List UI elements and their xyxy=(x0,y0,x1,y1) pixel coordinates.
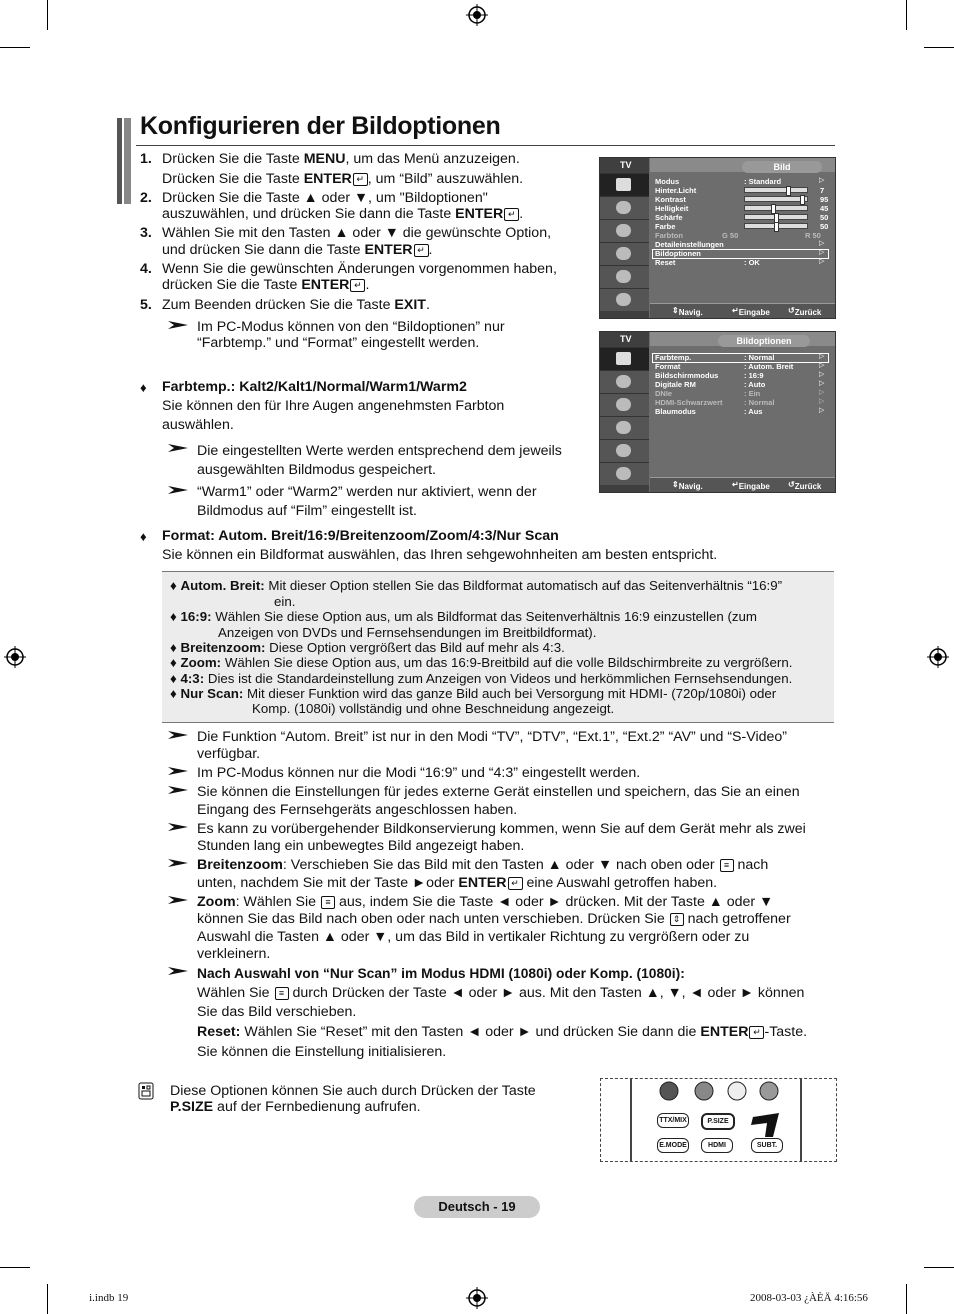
back-hint: ↺ Zurück xyxy=(788,480,822,491)
arrow-right-icon: ▷ xyxy=(819,380,825,387)
tv-menu-title: Bildoptionen xyxy=(718,335,810,347)
tv-menu-footer xyxy=(650,477,835,492)
tv-menu-row[interactable]: Bildschirmmodus xyxy=(655,371,719,380)
note-arrow-icon xyxy=(168,822,190,832)
tv-menu-number: 95 xyxy=(820,195,829,204)
enter-icon: ↵ xyxy=(504,208,519,221)
note-text: ausgewählten Bildmodus gespeichert. xyxy=(197,462,436,478)
registration-mark-icon xyxy=(466,4,488,26)
note-text: Reset: Wählen Sie “Reset” mit den Tasten ◄ oder ► und drücken Sie dann die ENTER ↵ -Taste. xyxy=(197,1024,808,1040)
tv-menu-row[interactable]: Kontrast xyxy=(655,195,686,204)
format-option: ♦ Zoom: Wählen Sie diese Option aus, um das 16:9-Breitbild auf die volle Bildschirmbreite zu vergrößern. xyxy=(170,655,793,670)
tv-menu-row-selected[interactable]: Bildoptionen xyxy=(655,249,701,258)
arrow-right-icon: ▷ xyxy=(819,249,825,256)
note-text: Es kann zu vorübergehender Bildkonservierung kommen, wenn Sie auf dem Gerät mehr als zwei xyxy=(197,821,806,837)
note-arrow-icon xyxy=(168,766,190,776)
setup-menu-icon[interactable] xyxy=(600,416,649,439)
note-text: Bildmodus auf “Film” eingestellt ist. xyxy=(197,503,417,519)
position-icon: ≡ xyxy=(275,987,289,1000)
note-text: Die Funktion “Autom. Breit” ist nur in den Modi “TV”, “DTV”, “Ext.1”, “Ext.2” “AV” und “S-Video” xyxy=(197,729,787,745)
crop-mark xyxy=(906,1284,907,1314)
picture-menu-icon[interactable] xyxy=(600,173,649,196)
input-menu-icon[interactable] xyxy=(600,439,649,462)
enter-icon: ↵ xyxy=(508,877,523,890)
step-number: 1. xyxy=(140,151,152,167)
page-number-badge: Deutsch - 19 xyxy=(414,1196,540,1218)
note-text: Wählen Sie ≡ durch Drücken der Taste ◄ oder ► aus. Mit den Tasten ▲, ▼, ◄ oder ► können xyxy=(197,985,805,1001)
format-option-cont: Komp. (1080i) vollständig und ohne Beschneidung angezeigt. xyxy=(252,701,615,716)
tv-menu-value: : Ein xyxy=(744,389,761,398)
tv-menu-row[interactable]: Digitale RM xyxy=(655,380,696,389)
note-text: Im PC-Modus können nur die Modi “16:9” und “4:3” eingestellt werden. xyxy=(197,765,641,781)
enter-icon: ↵ xyxy=(749,1026,764,1039)
note-text: Stunden lang ein unbewegtes Bild angezeigt haben. xyxy=(197,838,525,854)
tv-menu-value: : Normal xyxy=(744,398,775,407)
note-text: verfügbar. xyxy=(197,746,261,762)
step-number: 5. xyxy=(140,297,152,313)
tv-menu-row[interactable]: Schärfe xyxy=(655,213,683,222)
crop-mark xyxy=(906,0,907,30)
section-desc: Sie können den für Ihre Augen angenehmsten Farbton xyxy=(162,398,505,414)
picture-menu-icon[interactable] xyxy=(600,347,649,370)
tv-label: TV xyxy=(620,334,632,344)
tv-menu-number: 7 xyxy=(820,186,825,195)
tv-menu-row[interactable]: Detaileinstellungen xyxy=(655,240,724,249)
tv-menu-value: : OK xyxy=(744,258,760,267)
subt-button[interactable]: SUBT. xyxy=(751,1138,783,1153)
title-accent-bar xyxy=(124,118,131,204)
note-text: verkleinern. xyxy=(197,946,271,962)
note-arrow-icon xyxy=(168,785,190,795)
note-arrow-icon xyxy=(168,485,190,495)
step-number: 3. xyxy=(140,225,152,241)
remote-illustration xyxy=(600,1078,837,1162)
note-arrow-icon xyxy=(168,895,190,905)
section-heading: Farbtemp.: Kalt2/Kalt1/Normal/Warm1/Warm2 xyxy=(162,379,467,395)
tv-menu-value: : Standard xyxy=(744,177,782,186)
print-slug-right: 2008-03-03 ¿ÀÈÄ 4:16:56 xyxy=(750,1292,868,1304)
channel-menu-icon[interactable] xyxy=(600,219,649,242)
note-text: unten, nachdem Sie mit der Taste ►oder ENTER ↵ eine Auswahl getroffen haben. xyxy=(197,875,718,891)
arrow-right-icon: ▷ xyxy=(819,353,825,360)
tv-menu-row[interactable]: Farbe xyxy=(655,222,676,231)
note-text: Sie können die Einstellung initialisieren. xyxy=(197,1044,447,1060)
enter-icon: ↵ xyxy=(350,279,365,292)
arrow-right-icon: ▷ xyxy=(819,362,825,369)
crop-mark xyxy=(924,47,954,48)
step-text: auszuwählen, und drücken Sie dann die Taste ENTER ↵ . xyxy=(162,206,524,222)
tv-menu-title: Bild xyxy=(742,161,822,173)
tv-menu-bildoptionen xyxy=(599,331,836,493)
tv-menu-row[interactable]: Farbton xyxy=(655,231,683,240)
section-desc: auswählen. xyxy=(162,417,234,433)
note-arrow-icon xyxy=(168,858,190,868)
sound-menu-icon[interactable] xyxy=(600,370,649,393)
title-accent-bar xyxy=(117,118,122,204)
back-hint: ↺ Zurück xyxy=(788,306,822,317)
enter-hint: ↵ Eingabe xyxy=(732,480,770,491)
arrow-right-icon: ▷ xyxy=(819,371,825,378)
tv-menu-number: 45 xyxy=(820,204,829,213)
tv-menu-row[interactable]: Hinter.Licht xyxy=(655,186,697,195)
ttx-mix-button[interactable]: TTX/MIX xyxy=(657,1113,689,1128)
note-text: Breitenzoom: Verschieben Sie das Bild mit den Tasten ▲ oder ▼ nach oben oder ≡ nach xyxy=(197,857,769,873)
note-text: Im PC-Modus können von den “Bildoptionen” nur xyxy=(197,319,505,335)
step-text: drücken Sie die Taste ENTER ↵ . xyxy=(162,277,370,293)
step-number: 4. xyxy=(140,261,152,277)
arrow-right-icon: ▷ xyxy=(819,389,825,396)
nav-hint: ⇕ Navig. xyxy=(672,480,703,491)
format-option-cont: Anzeigen von DVDs und Fernsehsendungen im Breitbildformat). xyxy=(218,625,597,640)
arrow-right-icon: ▷ xyxy=(819,240,825,247)
input-menu-icon[interactable] xyxy=(600,265,649,288)
bullet-icon: ♦ xyxy=(140,529,147,544)
page-title: Konfigurieren der Bildoptionen xyxy=(140,112,501,140)
slider-bar[interactable] xyxy=(744,214,808,220)
title-rule xyxy=(136,145,835,146)
psize-note-text: P.SIZE auf der Fernbedienung aufrufen. xyxy=(170,1099,421,1115)
slider-bar[interactable] xyxy=(744,196,808,202)
registration-mark-icon xyxy=(466,1287,488,1309)
arrow-right-icon: ▷ xyxy=(819,177,825,184)
step-text: Drücken Sie die Taste ENTER ↵ , um “Bild” auszuwählen. xyxy=(162,171,524,187)
registration-mark-icon xyxy=(927,646,949,668)
tv-menu-number: 50 xyxy=(820,222,829,231)
slider-bar[interactable] xyxy=(744,205,808,211)
tv-menu-bild xyxy=(599,157,836,319)
hdmi-button[interactable]: HDMI xyxy=(701,1138,733,1153)
tv-menu-row[interactable]: Format xyxy=(655,362,681,371)
tv-menu-row-selected[interactable]: Farbtemp. xyxy=(655,353,692,362)
position-icon: ≡ xyxy=(720,859,734,872)
enter-icon: ↵ xyxy=(353,173,368,186)
tv-menu-row[interactable]: Helligkeit xyxy=(655,204,689,213)
note-text: Sie können die Einstellungen für jedes externe Gerät einstellen und speichern, das Sie an einen xyxy=(197,784,800,800)
format-option: ♦ 16:9: Wählen Sie diese Option aus, um als Bildformat das Seitenverhältnis 16:9 einzustellen (zum xyxy=(170,609,757,624)
tv-menu-row[interactable]: Modus xyxy=(655,177,680,186)
slider-thumb[interactable] xyxy=(786,186,791,196)
format-option-cont: ein. xyxy=(274,594,296,609)
tv-menu-row[interactable]: DNIe xyxy=(655,389,673,398)
step-text: Wenn Sie die gewünschten Änderungen vorgenommen haben, xyxy=(162,261,557,277)
step-text: Drücken Sie die Taste ▲ oder ▼, um "Bildoptionen" xyxy=(162,190,488,206)
step-text: Wählen Sie mit den Tasten ▲ oder ▼ die gewünschte Option, xyxy=(162,225,552,241)
section-heading: Format: Autom. Breit/16:9/Breitenzoom/Zoom/4:3/Nur Scan xyxy=(162,528,559,544)
emode-button[interactable]: E.MODE xyxy=(657,1138,689,1153)
tv-menu-number: R 50 xyxy=(805,231,821,240)
note-text: können Sie das Bild nach oben oder nach unten verschieben. Drücken Sie ⇕ nach getroffener xyxy=(197,911,791,927)
format-option: ♦ Nur Scan: Mit dieser Funktion wird das ganze Bild auch bei Versorgung mit HDMI- (720p/1080i) oder xyxy=(170,686,777,701)
tv-menu-row[interactable]: Reset xyxy=(655,258,676,267)
tv-menu-value: : Normal xyxy=(744,353,775,362)
note-arrow-icon xyxy=(168,443,190,453)
note-text: “Farbtemp.” und “Format” eingestellt werden. xyxy=(197,335,480,351)
format-option: ♦ 4:3: Dies ist die Standardeinstellung zum Anzeigen von Videos und herkömmlichen Fernsehsendungen. xyxy=(170,671,793,686)
crop-mark xyxy=(924,1267,954,1268)
registration-mark-icon xyxy=(4,646,26,668)
note-text: Auswahl die Tasten ▲ oder ▼, um das Bild in vertikaler Richtung zu vergrößern oder zu xyxy=(197,929,750,945)
note-arrow-icon xyxy=(168,730,190,740)
crop-mark xyxy=(0,47,30,48)
psize-note-text: Diese Optionen können Sie auch durch Drücken der Taste xyxy=(170,1083,536,1099)
tv-menu-number: 50 xyxy=(820,213,829,222)
tv-menu-value: : 16:9 xyxy=(744,371,764,380)
tv-menu-row[interactable]: HDMI-Schwarzwert xyxy=(655,398,723,407)
section-desc: Sie können ein Bildformat auswählen, das Ihren sehgewohnheiten am besten entspricht. xyxy=(162,547,718,563)
step-text: und drücken Sie dann die Taste ENTER ↵ . xyxy=(162,242,433,258)
step-text: Drücken Sie die Taste MENU, um das Menü anzuzeigen. xyxy=(162,151,520,167)
sound-menu-icon[interactable] xyxy=(600,196,649,219)
tv-menu-value: : Aus xyxy=(744,407,763,416)
tv-menu-footer xyxy=(650,303,835,318)
crop-mark xyxy=(47,0,48,30)
note-text: Zoom: Wählen Sie ≡ aus, indem Sie die Taste ◄ oder ► drücken. Mit der Taste ▲ oder ▼ xyxy=(197,894,774,910)
note-arrow-icon xyxy=(168,966,190,976)
slider-thumb[interactable] xyxy=(774,222,779,232)
application-menu-icon[interactable] xyxy=(600,288,649,311)
position-icon: ≡ xyxy=(321,896,335,909)
channel-menu-icon[interactable] xyxy=(600,393,649,416)
enter-icon: ↵ xyxy=(414,244,429,257)
arrow-right-icon: ▷ xyxy=(819,258,825,265)
tv-label: TV xyxy=(620,160,632,170)
arrow-right-icon: ▷ xyxy=(819,407,825,414)
application-menu-icon[interactable] xyxy=(600,462,649,485)
note-text: Sie das Bild verschieben. xyxy=(197,1004,357,1020)
print-slug-left:   i.indb 19 xyxy=(72,1292,129,1304)
note-text: “Warm1” oder “Warm2” werden nur aktiviert, wenn der xyxy=(197,484,537,500)
tv-menu-value: G 50 xyxy=(722,231,739,240)
step-number: 2. xyxy=(140,190,152,206)
note-arrow-icon xyxy=(168,320,190,330)
step-text: Zum Beenden drücken Sie die Taste EXIT. xyxy=(162,297,430,313)
psize-button[interactable]: P.SIZE xyxy=(701,1113,735,1130)
note-text: Die eingestellten Werte werden entsprechend dem jeweils xyxy=(197,443,562,459)
arrow-right-icon: ▷ xyxy=(819,398,825,405)
zoom-icon: ⇕ xyxy=(670,913,684,926)
crop-mark xyxy=(0,1267,30,1268)
nav-hint: ⇕ Navig. xyxy=(672,306,703,317)
enter-hint: ↵ Eingabe xyxy=(732,306,770,317)
format-option: ♦ Autom. Breit: Mit dieser Option stellen Sie das Bildformat automatisch auf das Seitenverhältnis “16:9” xyxy=(170,578,783,593)
tv-menu-value: : Autom. Breit xyxy=(744,362,794,371)
slider-bar[interactable] xyxy=(744,187,808,193)
format-option: ♦ Breitenzoom: Diese Option vergrößert das Bild auf mehr als 4:3. xyxy=(170,640,565,655)
tv-menu-value: : Auto xyxy=(744,380,766,389)
tv-menu-row[interactable]: Blaumodus xyxy=(655,407,696,416)
remote-note-icon xyxy=(138,1082,154,1100)
setup-menu-icon[interactable] xyxy=(600,242,649,265)
note-text: Eingang des Fernsehgeräts angeschlossen haben. xyxy=(197,802,518,818)
note-heading: Nach Auswahl von “Nur Scan” im Modus HDMI (1080i) oder Komp. (1080i): xyxy=(197,966,685,981)
slider-thumb[interactable] xyxy=(800,195,805,205)
slider-bar[interactable] xyxy=(744,223,808,229)
crop-mark xyxy=(47,1284,48,1314)
bullet-icon: ♦ xyxy=(140,380,147,395)
